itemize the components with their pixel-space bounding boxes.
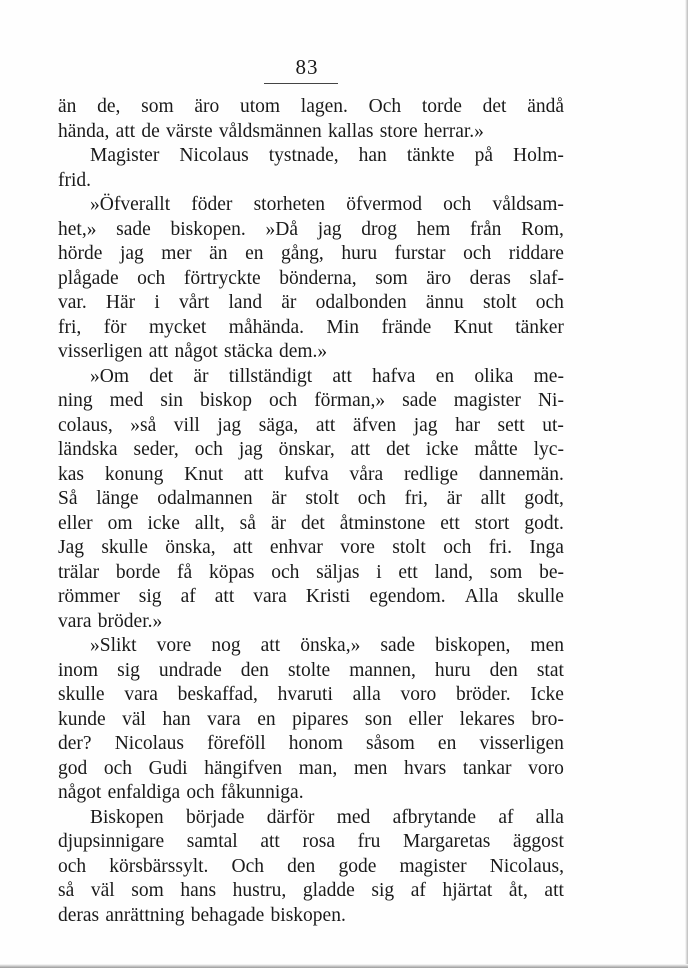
text-line: het,» sade biskopen. »Då jag drog hem från Rom, (58, 218, 564, 240)
text-line: något enfaldiga och fåkunniga. (58, 782, 304, 803)
text-line: »Slikt vore nog att önska,» sade biskopen, men (90, 635, 564, 656)
text-line: »Öfverallt föder storheten öfvermod och våldsam- (90, 194, 564, 215)
text-line: inom sig undrade den stolte mannen, huru den stat (58, 659, 564, 681)
text-line: skulle vara beskaffad, hvaruti alla voro bröder. Icke (58, 684, 564, 705)
text-line: »Om det är tillständigt att hafva en olika me- (90, 365, 564, 387)
text-line: römmer sig af att vara Kristi egendom. Alla skulle (58, 586, 564, 607)
text-line: kas konung Knut att kufva våra redlige dannemän. (58, 463, 564, 485)
text-line: fri, för mycket måhända. Min frände Knut tänker (58, 316, 564, 338)
text-line: än de, som äro utom lagen. Och torde det ändå (58, 96, 564, 117)
text-line: vara bröder.» (58, 610, 163, 632)
body-text (58, 95, 564, 928)
text-line: kunde väl han vara en pipares son eller lekares bro- (58, 708, 564, 730)
text-line: visserligen att något stäcka dem.» (58, 341, 328, 362)
text-line: ländska seder, och jag önskar, att det icke måtte lyc- (58, 439, 564, 460)
text-line: djupsinnigare samtal att rosa fru Margaretas äggost (58, 831, 564, 852)
page-number-rule (264, 83, 338, 84)
text-line: Jag skulle önska, att enhvar vore stolt och fri. Inga (58, 537, 564, 558)
text-line: god och Gudi hängifven man, men hvars tankar voro (58, 757, 564, 779)
text-line: frid. (58, 169, 92, 191)
page-bottom-shadow (0, 964, 688, 968)
text-line: colaus, »så vill jag säga, att äfven jag har sett ut- (58, 414, 564, 436)
text-line: var. Här i vårt land är odalbonden ännu stolt och (58, 292, 564, 313)
text-line: Biskopen började därför med afbrytande af alla (90, 806, 564, 828)
text-line: Så länge odalmannen är stolt och fri, är allt godt, (58, 488, 564, 509)
text-line: hörde jag mer än en gång, huru furstar och riddare (58, 243, 564, 264)
text-line: hända, att de värste våldsmännen kallas store herrar.» (58, 120, 484, 142)
text-line: plågade och förtryckte bönderna, som äro deras slaf- (58, 267, 564, 289)
text-line: Magister Nicolaus tystnade, han tänkte på Holm- (90, 145, 564, 166)
text-line: ning med sin biskop och förman,» sade magister Ni- (58, 390, 564, 411)
text-line: der? Nicolaus föreföll honom såsom en visserligen (58, 733, 564, 754)
text-line: och körsbärssylt. Och den gode magister Nicolaus, (58, 855, 564, 877)
page-number: 83 (295, 55, 319, 79)
text-line: deras anrättning behagade biskopen. (58, 904, 346, 926)
text-line: trälar borde få köpas och säljas i ett land, som be- (58, 561, 564, 583)
text-line: så väl som hans hustru, gladde sig af hjärtat åt, att (58, 880, 564, 901)
text-line: eller om icke allt, så är det åtminstone ett stort godt. (58, 512, 564, 534)
